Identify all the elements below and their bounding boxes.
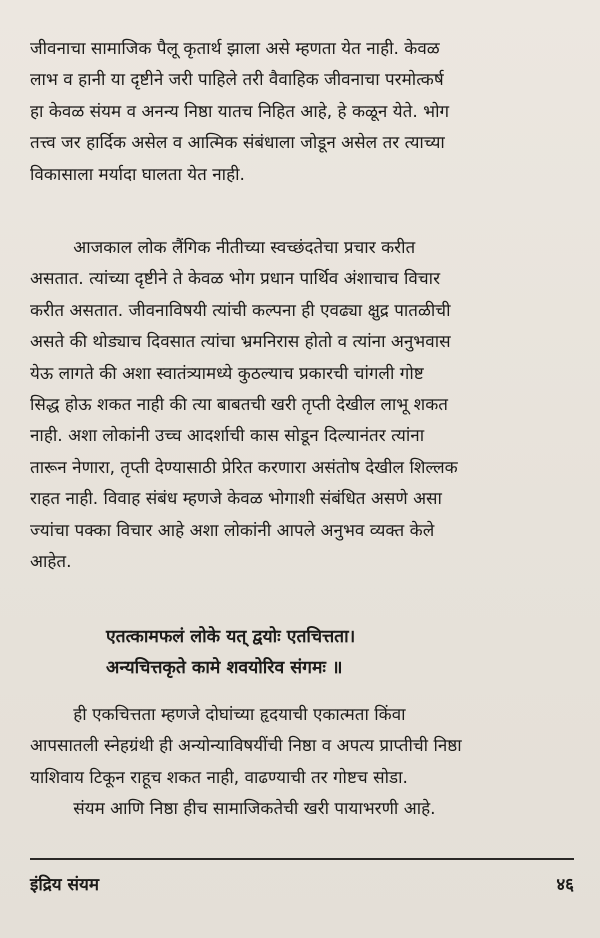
- text-line: करीत असतात. जीवनाविषयी त्यांची कल्पना ही एवढ्या क्षुद्र पातळीची: [30, 300, 451, 321]
- text-line: राहत नाही. विवाह संबंध म्हणजे केवळ भोगाशी संबंधित असणे असा: [30, 489, 442, 510]
- text-line: असते की थोड्याच दिवसात त्यांचा भ्रमनिरास होतो व त्यांना अनुभवास: [30, 332, 451, 353]
- running-footer-title: इंद्रिय संयम: [30, 875, 100, 895]
- text-line: तत्त्व जर हार्दिक असेल व आत्मिक संबंधाला जोडून असेल तर त्याच्या: [30, 133, 445, 154]
- text-line: आहेत.: [30, 551, 72, 572]
- text-line: लाभ व हानी या दृष्टीने जरी पाहिले तरी वैवाहिक जीवनाचा परमोत्कर्ष: [30, 70, 444, 91]
- text-line: आजकाल लोक लैंगिक नीतीच्या स्वच्छंदतेचा प्रचार करीत: [30, 238, 416, 258]
- paragraph-3: [30, 700, 575, 826]
- text-line: येऊ लागते की अशा स्वातंत्र्यामध्ये कुठल्याच प्रकारची चांगली गोष्ट: [30, 363, 424, 384]
- text-line: आपसातली स्नेहग्रंथी ही अन्योन्याविषयींची निष्ठा व अपत्य प्राप्तीची निष्ठा: [30, 736, 462, 757]
- verse-line: अन्यचित्तकृते कामे शवयोरिव संगमः ॥: [106, 658, 343, 679]
- verse-line: एतत्कामफलं लोके यत् द्वयोः एतचित्तता।: [106, 627, 356, 647]
- text-line: ज्यांचा पक्का विचार आहे अशा लोकांनी आपले अनुभव व्यक्त केले: [30, 520, 435, 541]
- text-line: संयम आणि निष्ठा हीच सामाजिकतेची खरी पायाभरणी आहे.: [30, 799, 436, 820]
- text-line: याशिवाय टिकून राहूच शकत नाही, वाढण्याची तर गोष्टच सोडा.: [30, 767, 408, 788]
- text-line: नाही. अशा लोकांनी उच्च आदर्शाची कास सोडून दिल्यानंतर त्यांना: [30, 426, 425, 447]
- text-line: सिद्ध होऊ शकत नाही की त्या बाबतची खरी तृप्ती देखील लाभू शकत: [30, 394, 448, 415]
- text-line: तारून नेणारा, तृप्ती देण्यासाठी प्रेरित करणारा असंतोष देखील शिल्लक: [30, 457, 458, 478]
- paragraph-1: [30, 34, 575, 191]
- text-line: ही एकचित्तता म्हणजे दोघांच्या हृदयाची एकात्मता किंवा: [30, 705, 406, 725]
- text-line: हा केवळ संयम व अनन्य निष्ठा यातच निहित आहे, हे कळून येते. भोग: [30, 101, 450, 122]
- paragraph-2: [30, 233, 575, 578]
- text-line: विकासाला मर्यादा घालता येत नाही.: [30, 164, 245, 185]
- footer-divider: [30, 858, 574, 860]
- sanskrit-verse: [106, 622, 355, 685]
- page-number: ४६: [556, 875, 574, 895]
- text-line: जीवनाचा सामाजिक पैलू कृतार्थ झाला असे म्हणता येत नाही. केवळ: [30, 39, 440, 59]
- text-line: असतात. त्यांच्या दृष्टीने ते केवळ भोग प्रधान पार्थिव अंशाचाच विचार: [30, 269, 441, 290]
